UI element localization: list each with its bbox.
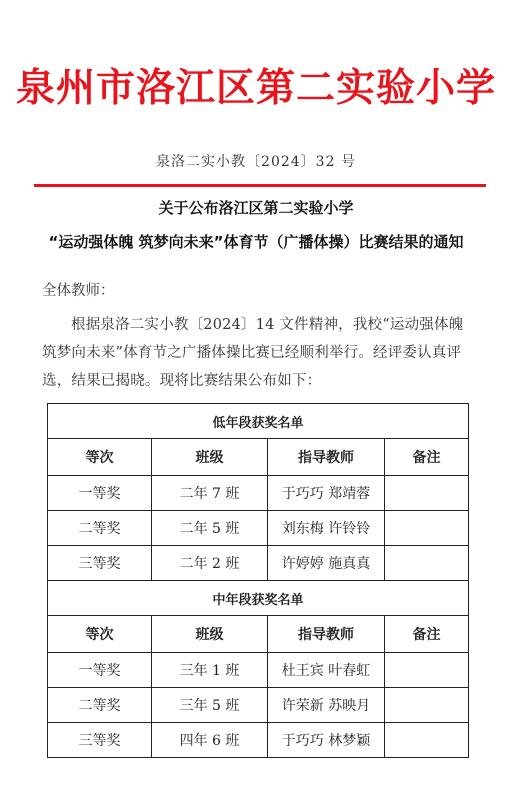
section-title: 低年段获奖名单 [48, 404, 469, 439]
teacher-cell: 许荣新 苏映月 [268, 688, 385, 723]
rank-cell: 一等奖 [48, 476, 152, 511]
teacher-cell: 许婷婷 施真真 [268, 546, 385, 581]
teacher-cell: 刘东梅 许铃铃 [268, 511, 385, 546]
table-row [48, 511, 469, 546]
remarks-cell [385, 511, 469, 546]
school-name-header: 泉州市洛江区第二实验小学 [15, 65, 496, 111]
table-row [48, 723, 469, 758]
notice-title-line-2: “运动强体魄 筑梦向未来”体育节（广播体操）比赛结果的通知 [48, 233, 464, 251]
column-header-rank: 等次 [48, 439, 152, 476]
table-header-row [48, 439, 469, 476]
class-cell: 三年 1 班 [152, 653, 268, 688]
remarks-cell [385, 546, 469, 581]
table-row [48, 476, 469, 511]
table-row [48, 688, 469, 723]
rank-cell: 一等奖 [48, 653, 152, 688]
teacher-cell: 于巧巧 林梦颖 [268, 723, 385, 758]
teacher-cell: 杜王宾 叶春虹 [268, 653, 385, 688]
teacher-cell: 于巧巧 郑靖蓉 [268, 476, 385, 511]
rank-cell: 三等奖 [48, 723, 152, 758]
class-cell: 二年 5 班 [152, 511, 268, 546]
remarks-cell [385, 688, 469, 723]
rank-cell: 三等奖 [48, 546, 152, 581]
body-paragraph: 根据泉洛二实小教〔2024〕14 文件精神，我校“运动强体魄 筑梦向未来”体育节之广播体操比赛已经顺利举行。经评委认真评选，结果已揭晓。现将比赛结果公布如下： [42, 317, 464, 389]
rank-cell: 二等奖 [48, 688, 152, 723]
red-divider [34, 184, 486, 187]
table-row [48, 653, 469, 688]
class-cell: 四年 6 班 [152, 723, 268, 758]
table-row [48, 546, 469, 581]
remarks-cell [385, 653, 469, 688]
class-cell: 二年 7 班 [152, 476, 268, 511]
column-header-teacher: 指导教师 [268, 616, 385, 653]
salutation: 全体教师： [42, 283, 115, 299]
column-header-remarks: 备注 [385, 616, 469, 653]
column-header-class: 班级 [152, 616, 268, 653]
column-header-class: 班级 [152, 439, 268, 476]
results-table [47, 403, 469, 758]
rank-cell: 二等奖 [48, 511, 152, 546]
column-header-rank: 等次 [48, 616, 152, 653]
class-cell: 三年 5 班 [152, 688, 268, 723]
notice-title-line-1: 关于公布洛江区第二实验小学 [158, 199, 354, 217]
section-title: 中年段获奖名单 [48, 581, 469, 616]
remarks-cell [385, 476, 469, 511]
table-header-row [48, 616, 469, 653]
section-title-row [48, 581, 469, 616]
column-header-remarks: 备注 [385, 439, 469, 476]
remarks-cell [385, 723, 469, 758]
document-number: 泉洛二实小教〔2024〕32 号 [156, 154, 356, 170]
column-header-teacher: 指导教师 [268, 439, 385, 476]
section-title-row [48, 404, 469, 439]
class-cell: 二年 2 班 [152, 546, 268, 581]
